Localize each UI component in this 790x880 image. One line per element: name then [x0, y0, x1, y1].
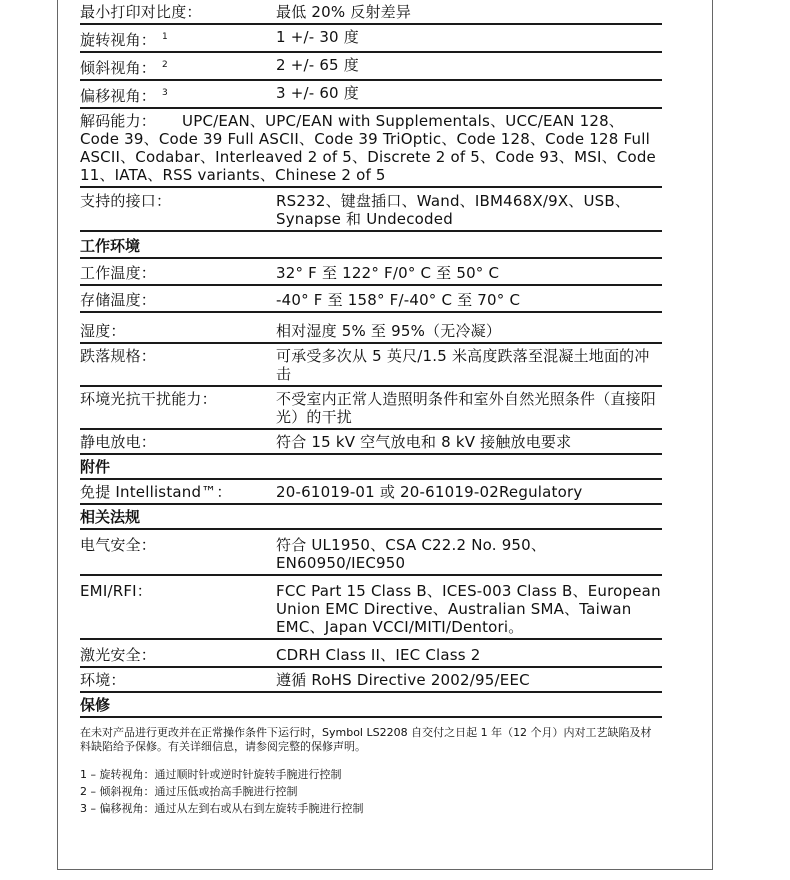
spec-row-laser-safety: [80, 640, 662, 668]
spec-row-electrical-safety: [80, 530, 662, 576]
section-title-accessories: 附件: [80, 455, 662, 480]
decode-text: 解码能力： UPC/EAN、UPC/EAN with Supplementals、UCC/EAN 128、Code 39、Code 39 Full ASCII、Code 39 TriOptic、Code 128、Code 128 Full ASCII、Codabar、Interleaved 2 of 5、Discrete 2 of 5、Code 93、MSI、Code 11、IATA、RSS variants、Chinese 2 of 5: [80, 112, 656, 184]
spec-row-skew: [80, 81, 662, 109]
spec-value: 20-61019-01 或 20-61019-02Regulatory: [276, 483, 583, 501]
spec-row-op-temp: [80, 259, 662, 286]
spec-row-ambient-light: [80, 387, 662, 430]
page-border-right: [712, 0, 713, 870]
spec-row-environment: [80, 668, 662, 693]
spec-row-humidity: [80, 319, 662, 344]
spec-label: 支持的接口：: [80, 192, 172, 210]
spec-label: 湿度：: [80, 322, 126, 340]
spec-label: 环境光抗干扰能力：: [80, 390, 217, 408]
spec-row-roll: [80, 25, 662, 53]
spec-row-drop: [80, 344, 662, 387]
spec-value: 最低 20% 反射差异: [276, 3, 412, 21]
spec-value: 遵循 RoHS Directive 2002/95/EEC: [276, 671, 530, 689]
spec-label: 工作温度：: [80, 264, 157, 282]
spec-label: 存储温度：: [80, 291, 157, 309]
spec-label: 偏移视角： $^3$: [80, 87, 168, 105]
spec-label: 静电放电：: [80, 433, 157, 451]
footnote-3: 3 – 偏移视角：通过从左到右或从右到左旋转手腕进行控制: [80, 802, 364, 815]
spec-value: 符合 UL1950、CSA C22.2 No. 950、EN60950/IEC950: [276, 536, 547, 572]
spec-row-decode: [80, 109, 662, 188]
spec-label: 最小打印对比度：: [80, 3, 202, 21]
spec-value: RS232、键盘插口、Wand、IBM468X/9X、USB、Synapse 和 Undecoded: [276, 192, 631, 228]
spec-label: 免提 Intellistand™：: [80, 483, 232, 501]
footnote-1: 1 – 旋转视角：通过顺时针或逆时针旋转手腕进行控制: [80, 768, 342, 781]
spec-label: 倾斜视角： $^2$: [80, 59, 168, 77]
spec-label: 环境：: [80, 671, 126, 689]
spec-value: 不受室内正常人造照明条件和室外自然光照条件（直接阳光）的干扰: [276, 390, 657, 426]
section-title-environment: 工作环境: [80, 232, 662, 259]
footnote-2: 2 – 倾斜视角：通过压低或抬高手腕进行控制: [80, 785, 298, 798]
section-title-regulatory: 相关法规: [80, 505, 662, 530]
spec-label: EMI/RFI：: [80, 582, 152, 600]
spec-row-contrast: [80, 0, 662, 25]
spec-row-emi: [80, 576, 662, 640]
spec-label: 电气安全：: [80, 536, 157, 554]
spec-label: 跌落规格：: [80, 347, 157, 365]
section-title-warranty: 保修: [80, 693, 662, 718]
spec-sheet: [80, 0, 662, 817]
spec-value: 符合 15 kV 空气放电和 8 kV 接触放电要求: [276, 433, 572, 451]
spec-label: 旋转视角： $^1$: [80, 31, 168, 49]
spec-row-storage-temp: [80, 286, 662, 313]
spec-label: 激光安全：: [80, 646, 157, 664]
footnotes: [80, 754, 662, 817]
spec-value: 32° F 至 122° F/0° C 至 50° C: [276, 264, 500, 282]
warranty-text: 在未对产品进行更改并在正常操作条件下运行时，Symbol LS2208 自交付之日起 1 年（12 个月）内对工艺缺陷及材料缺陷给予保修。有关详细信息，请参阅完整的保修声明。: [80, 726, 652, 753]
spec-value: 1 +/- 30 度: [276, 28, 359, 46]
spec-row-intellistand: [80, 480, 662, 505]
spec-value: -40° F 至 158° F/-40° C 至 70° C: [276, 291, 521, 309]
spec-value: 相对湿度 5% 至 95%（无冷凝）: [276, 322, 502, 340]
spec-row-pitch: [80, 53, 662, 81]
spec-value: 3 +/- 60 度: [276, 84, 359, 102]
page-border-left: [57, 0, 58, 870]
page-border-bottom: [57, 869, 713, 870]
spec-value: CDRH Class II、IEC Class 2: [276, 646, 481, 664]
spec-row-esd: [80, 430, 662, 455]
spec-value: 可承受多次从 5 英尺/1.5 米高度跌落至混凝土地面的冲击: [276, 347, 650, 383]
spec-value: FCC Part 15 Class B、ICES-003 Class B、European Union EMC Directive、Australian SMA、Taiwan EMC、Japan VCCI/MITI/Dentori。: [276, 582, 661, 636]
spec-value: 2 +/- 65 度: [276, 56, 359, 74]
spec-row-interface: [80, 188, 662, 232]
